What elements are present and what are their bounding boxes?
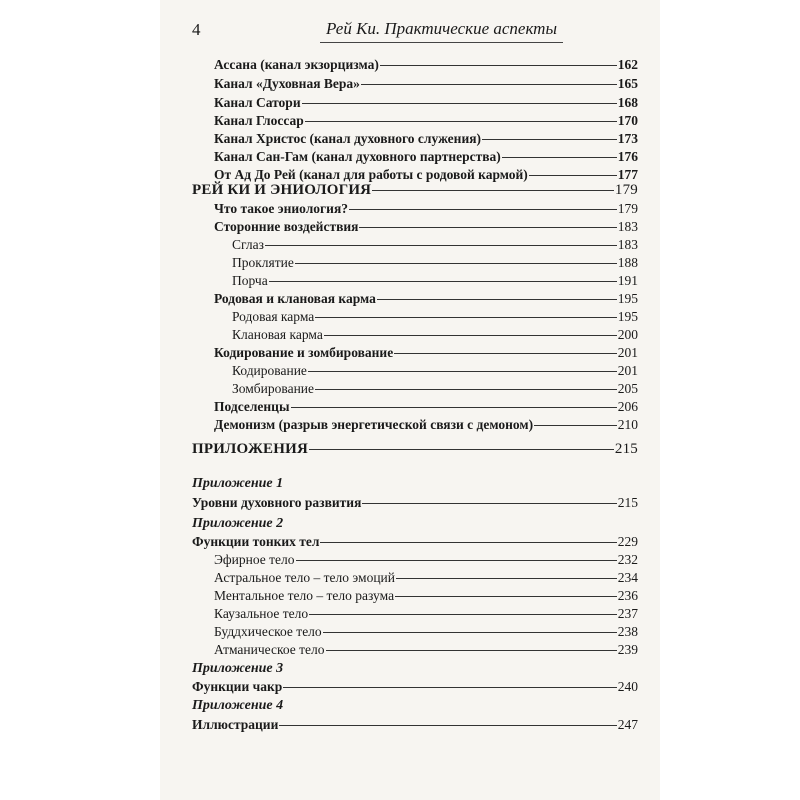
dot-leader <box>265 245 617 246</box>
dot-leader <box>296 560 617 561</box>
toc-subentry <box>232 254 638 271</box>
dot-leader <box>295 263 617 264</box>
toc-entry-page: 236 <box>617 588 638 603</box>
dot-leader <box>396 578 617 579</box>
dot-leader <box>482 139 617 140</box>
toc-section-label: ПРИЛОЖЕНИЯ <box>192 441 308 457</box>
appendix-heading: Приложение 1 <box>192 476 284 491</box>
toc-entry-page: 215 <box>617 495 638 510</box>
toc-entry-page: 183 <box>617 219 638 234</box>
toc-entry <box>192 678 638 695</box>
dot-leader <box>320 542 616 543</box>
toc-entry-label: Сглаз <box>232 237 264 252</box>
toc-entry-label: Родовая карма <box>232 309 315 324</box>
toc-entry-page: 176 <box>617 149 638 164</box>
toc-entry-page: 177 <box>617 167 638 182</box>
toc-entry-label: Проклятие <box>232 255 294 270</box>
toc-entry-page: 195 <box>617 291 638 306</box>
toc-subentry <box>232 326 638 343</box>
toc-entry-label: Иллюстрации <box>192 717 279 732</box>
toc-entry-page: 191 <box>617 273 638 288</box>
toc-entry-page: 229 <box>617 534 638 549</box>
toc-entry-label: Клановая карма <box>232 327 323 342</box>
toc-entry-label: Кодирование <box>232 363 307 378</box>
dot-leader <box>309 614 617 615</box>
toc-entry <box>192 716 638 733</box>
dot-leader <box>362 503 616 504</box>
toc-entry-page: 232 <box>617 552 638 567</box>
toc-entry-page: 201 <box>617 345 638 360</box>
appendix-heading: Приложение 4 <box>192 698 284 713</box>
toc-entry-label: Канал Сатори <box>214 95 301 110</box>
toc-entry-label: Канал Сан-Гам (канал духовного партнерства) <box>214 149 501 164</box>
toc-entry-label: Функции тонких тел <box>192 534 320 549</box>
dot-leader <box>361 84 617 85</box>
toc-entry <box>214 344 638 361</box>
toc-subentry <box>214 605 638 622</box>
dot-leader <box>502 157 617 158</box>
toc-entry-page: 183 <box>617 237 638 252</box>
toc-section-label: РЕЙ КИ И ЭНИОЛОГИЯ <box>192 182 372 198</box>
dot-leader <box>269 281 617 282</box>
toc-entry-page: 200 <box>617 327 638 342</box>
toc-entry-page: 239 <box>617 642 638 657</box>
toc-entry-label: Зомбирование <box>232 381 315 396</box>
toc-subentry <box>214 551 638 568</box>
toc-entry-label: Кодирование и зомбирование <box>214 345 394 360</box>
toc-entry-label: Ассана (канал экзорцизма) <box>214 57 379 72</box>
toc-entry-page: 237 <box>617 606 638 621</box>
toc-entry-page: 205 <box>617 381 638 396</box>
dot-leader <box>395 596 617 597</box>
toc-subentry <box>214 623 638 640</box>
toc-entry-page: 206 <box>617 399 638 414</box>
appendix-heading: Приложение 2 <box>192 516 284 531</box>
toc-entry <box>214 130 638 147</box>
toc-entry <box>214 218 638 235</box>
dot-leader <box>380 65 617 66</box>
toc-entry-page: 234 <box>617 570 638 585</box>
toc-entry-label: Уровни духовного развития <box>192 495 362 510</box>
toc-entry-page: 201 <box>617 363 638 378</box>
dot-leader <box>326 650 617 651</box>
toc-entry <box>214 148 638 165</box>
page-number: 4 <box>192 20 201 39</box>
toc-subentry <box>232 236 638 253</box>
toc-entry-label: Канал «Духовная Вера» <box>214 76 360 91</box>
toc-entry <box>214 398 638 415</box>
toc-subentry <box>232 272 638 289</box>
toc-entry-label: Порча <box>232 273 268 288</box>
toc-subentry <box>214 587 638 604</box>
toc-section <box>192 182 638 199</box>
toc-entry <box>214 112 638 129</box>
dot-leader <box>372 190 614 191</box>
toc-entry-label: Функции чакр <box>192 679 283 694</box>
dot-leader <box>279 725 616 726</box>
toc-subentry <box>214 569 638 586</box>
toc-entry-page: 215 <box>614 441 638 457</box>
toc-entry-label: Астральное тело – тело эмоций <box>214 570 396 585</box>
toc-entry-page: 179 <box>617 201 638 216</box>
toc-entry-label: Атманическое тело <box>214 642 325 657</box>
toc-entry <box>214 416 638 433</box>
dot-leader <box>308 371 617 372</box>
dot-leader <box>359 227 616 228</box>
toc-section <box>192 441 638 458</box>
dot-leader <box>309 449 614 450</box>
toc-entry <box>214 290 638 307</box>
dot-leader <box>394 353 617 354</box>
toc-entry <box>214 166 638 183</box>
dot-leader <box>283 687 616 688</box>
toc-entry <box>214 56 638 73</box>
dot-leader <box>377 299 617 300</box>
dot-leader <box>529 175 617 176</box>
toc-entry-page: 173 <box>617 131 638 146</box>
toc-subentry <box>232 308 638 325</box>
toc-entry-label: Эфирное тело <box>214 552 295 567</box>
toc-entry-label: Сторонние воздействия <box>214 219 359 234</box>
toc-entry <box>214 200 638 217</box>
running-title: Рей Ки. Практические аспекты <box>320 19 563 43</box>
toc-entry-label: Ментальное тело – тело разума <box>214 588 395 603</box>
toc-subentry <box>232 380 638 397</box>
appendix-heading: Приложение 3 <box>192 661 284 676</box>
dot-leader <box>323 632 617 633</box>
dot-leader <box>302 103 617 104</box>
toc-entry-page: 170 <box>617 113 638 128</box>
toc-entry-page: 247 <box>617 717 638 732</box>
toc-entry-page: 179 <box>614 182 638 198</box>
toc-entry-page: 210 <box>617 417 638 432</box>
dot-leader <box>315 317 616 318</box>
dot-leader <box>305 121 617 122</box>
dot-leader <box>291 407 617 408</box>
dot-leader <box>315 389 617 390</box>
toc-entry <box>214 75 638 92</box>
toc-entry-label: Родовая и клановая карма <box>214 291 376 306</box>
toc-entry-page: 238 <box>617 624 638 639</box>
toc-entry-label: Подселенцы <box>214 399 290 414</box>
toc-entry-page: 162 <box>617 57 638 72</box>
dot-leader <box>324 335 617 336</box>
toc-entry <box>192 494 638 511</box>
dot-leader <box>534 425 617 426</box>
toc-entry-label: Что такое эниология? <box>214 201 348 216</box>
toc-entry-page: 165 <box>617 76 638 91</box>
toc-entry <box>214 94 638 111</box>
toc-entry-label: Канал Глоссар <box>214 113 304 128</box>
toc-entry-label: От Ад До Рей (канал для работы с родовой кармой) <box>214 167 528 182</box>
toc-entry-page: 168 <box>617 95 638 110</box>
toc-entry-page: 240 <box>617 679 638 694</box>
toc-entry-page: 195 <box>617 309 638 324</box>
toc-subentry <box>232 362 638 379</box>
toc-entry <box>192 533 638 550</box>
toc-subentry <box>214 641 638 658</box>
toc-entry-label: Каузальное тело <box>214 606 309 621</box>
toc-entry-page: 188 <box>617 255 638 270</box>
toc-entry-label: Демонизм (разрыв энергетической связи с демоном) <box>214 417 534 432</box>
toc-entry-label: Канал Христос (канал духовного служения) <box>214 131 482 146</box>
dot-leader <box>349 209 617 210</box>
toc-entry-label: Буддхическое тело <box>214 624 322 639</box>
